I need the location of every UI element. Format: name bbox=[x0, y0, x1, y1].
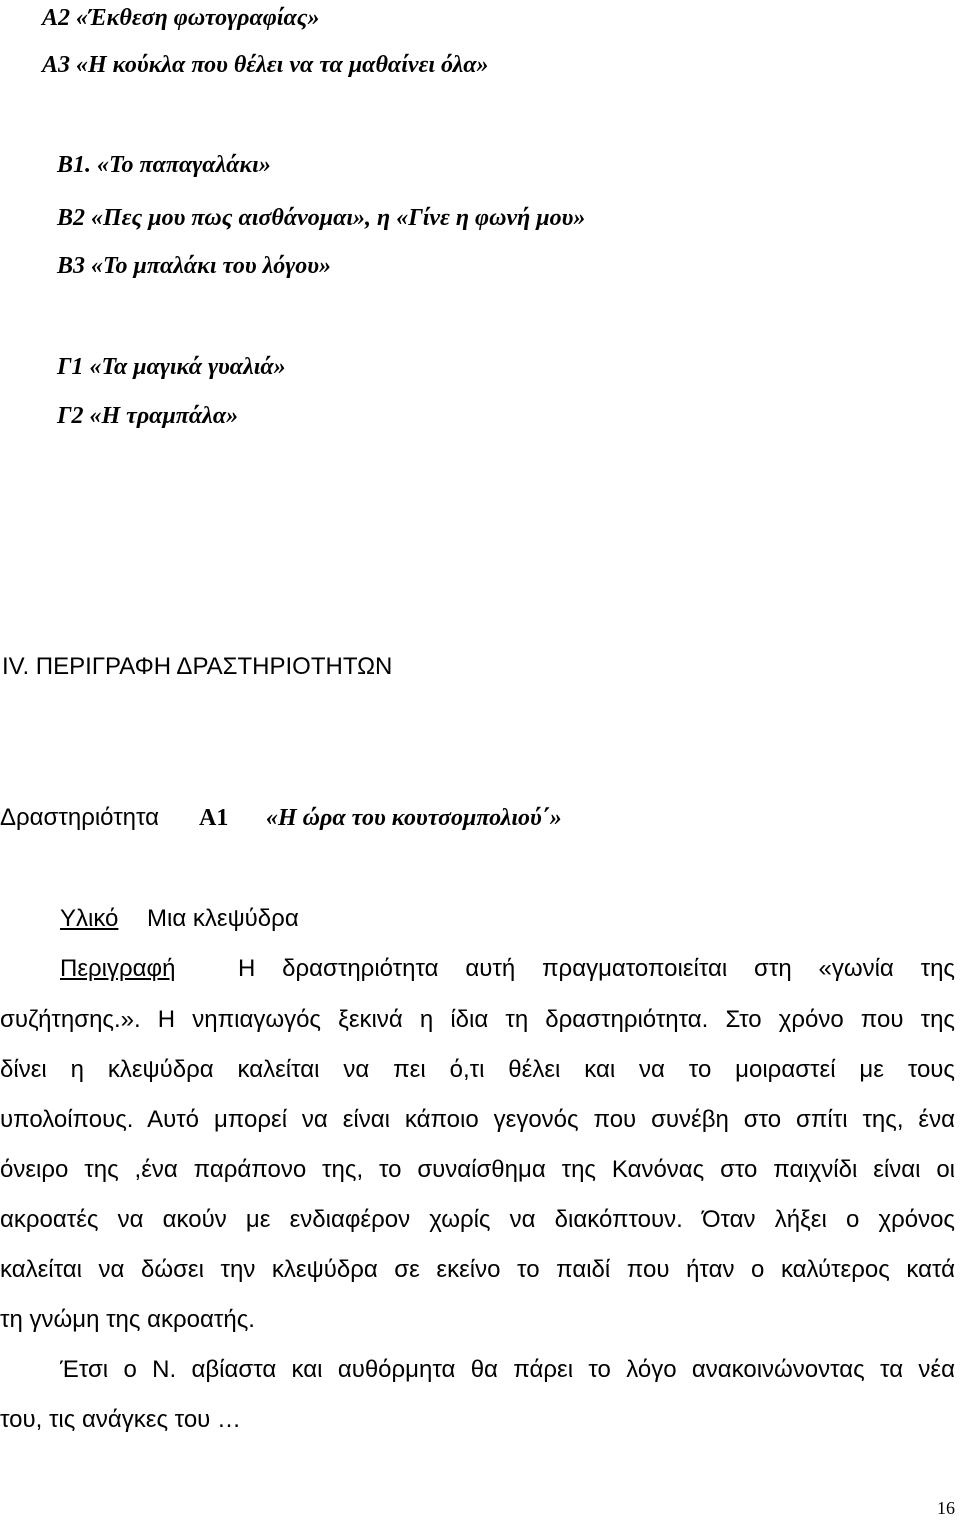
list-item-a2: Α2 «Έκθεση φωτογραφίας» bbox=[42, 5, 320, 31]
description-line-7: καλείται να δώσει την κλεψύδρα σε εκείνο το παιδί που ήταν ο καλύτερος κατά bbox=[0, 1256, 955, 1283]
list-item-g2: Γ2 «Η τραμπάλα» bbox=[57, 403, 239, 429]
description-line-6: ακροατές να ακούν με ενδιαφέρον χωρίς να διακόπτουν. Όταν λήξει ο χρόνος bbox=[0, 1206, 955, 1233]
list-item-b2: Β2 «Πες μου πως αισθάνομαι», η «Γίνε η φωνή μου» bbox=[57, 205, 586, 231]
paragraph-2-line-1: Έτσι ο Ν. αβίαστα και αυθόρμητα θα πάρει το λόγο ανακοινώνοντας τα νέα bbox=[60, 1356, 955, 1383]
material-label: Υλικό bbox=[60, 905, 119, 932]
activity-code: Α1 bbox=[199, 805, 229, 831]
paragraph-2-line-2: του, τις ανάγκες του … bbox=[0, 1406, 241, 1433]
description-line-4: υπολοίπους. Αυτό μπορεί να είναι κάποιο γεγονός που συνέβη στο σπίτι της, ένα bbox=[0, 1106, 955, 1133]
activity-title: «Η ώρα του κουτσομπολιού΄» bbox=[266, 805, 562, 831]
description-line-5: όνειρο της ,ένα παράπονο της, το συναίσθημα της Κανόνας στο παιχνίδι είναι οι bbox=[0, 1156, 955, 1183]
description-label: Περιγραφή bbox=[60, 955, 176, 982]
page-number: 16 bbox=[937, 1498, 955, 1518]
list-item-a3: Α3 «Η κούκλα που θέλει να τα μαθαίνει όλα» bbox=[42, 52, 489, 78]
description-line-2: συζήτησης.». Η νηπιαγωγός ξεκινά η ίδια τη δραστηριότητα. Στο χρόνο που της bbox=[0, 1006, 955, 1033]
description-line-1: Η δραστηριότητα αυτή πραγματοποιείται στη «γωνία της bbox=[238, 955, 955, 982]
description-line-8: τη γνώμη της ακροατής. bbox=[0, 1306, 255, 1333]
section-heading: IV. ΠΕΡΙΓΡΑΦΗ ΔΡΑΣΤΗΡΙΟΤΗΤΩΝ bbox=[2, 653, 393, 680]
list-item-g1: Γ1 «Τα μαγικά γυαλιά» bbox=[57, 354, 286, 380]
activity-label: Δραστηριότητα bbox=[0, 804, 160, 831]
list-item-b3: Β3 «Το μπαλάκι του λόγου» bbox=[57, 253, 331, 279]
material-value: Μια κλεψύδρα bbox=[147, 905, 299, 932]
description-line-3: δίνει η κλεψύδρα καλείται να πει ό,τι θέλει και να το μοιραστεί με τους bbox=[0, 1056, 955, 1083]
list-item-b1: Β1. «Το παπαγαλάκι» bbox=[57, 152, 271, 178]
